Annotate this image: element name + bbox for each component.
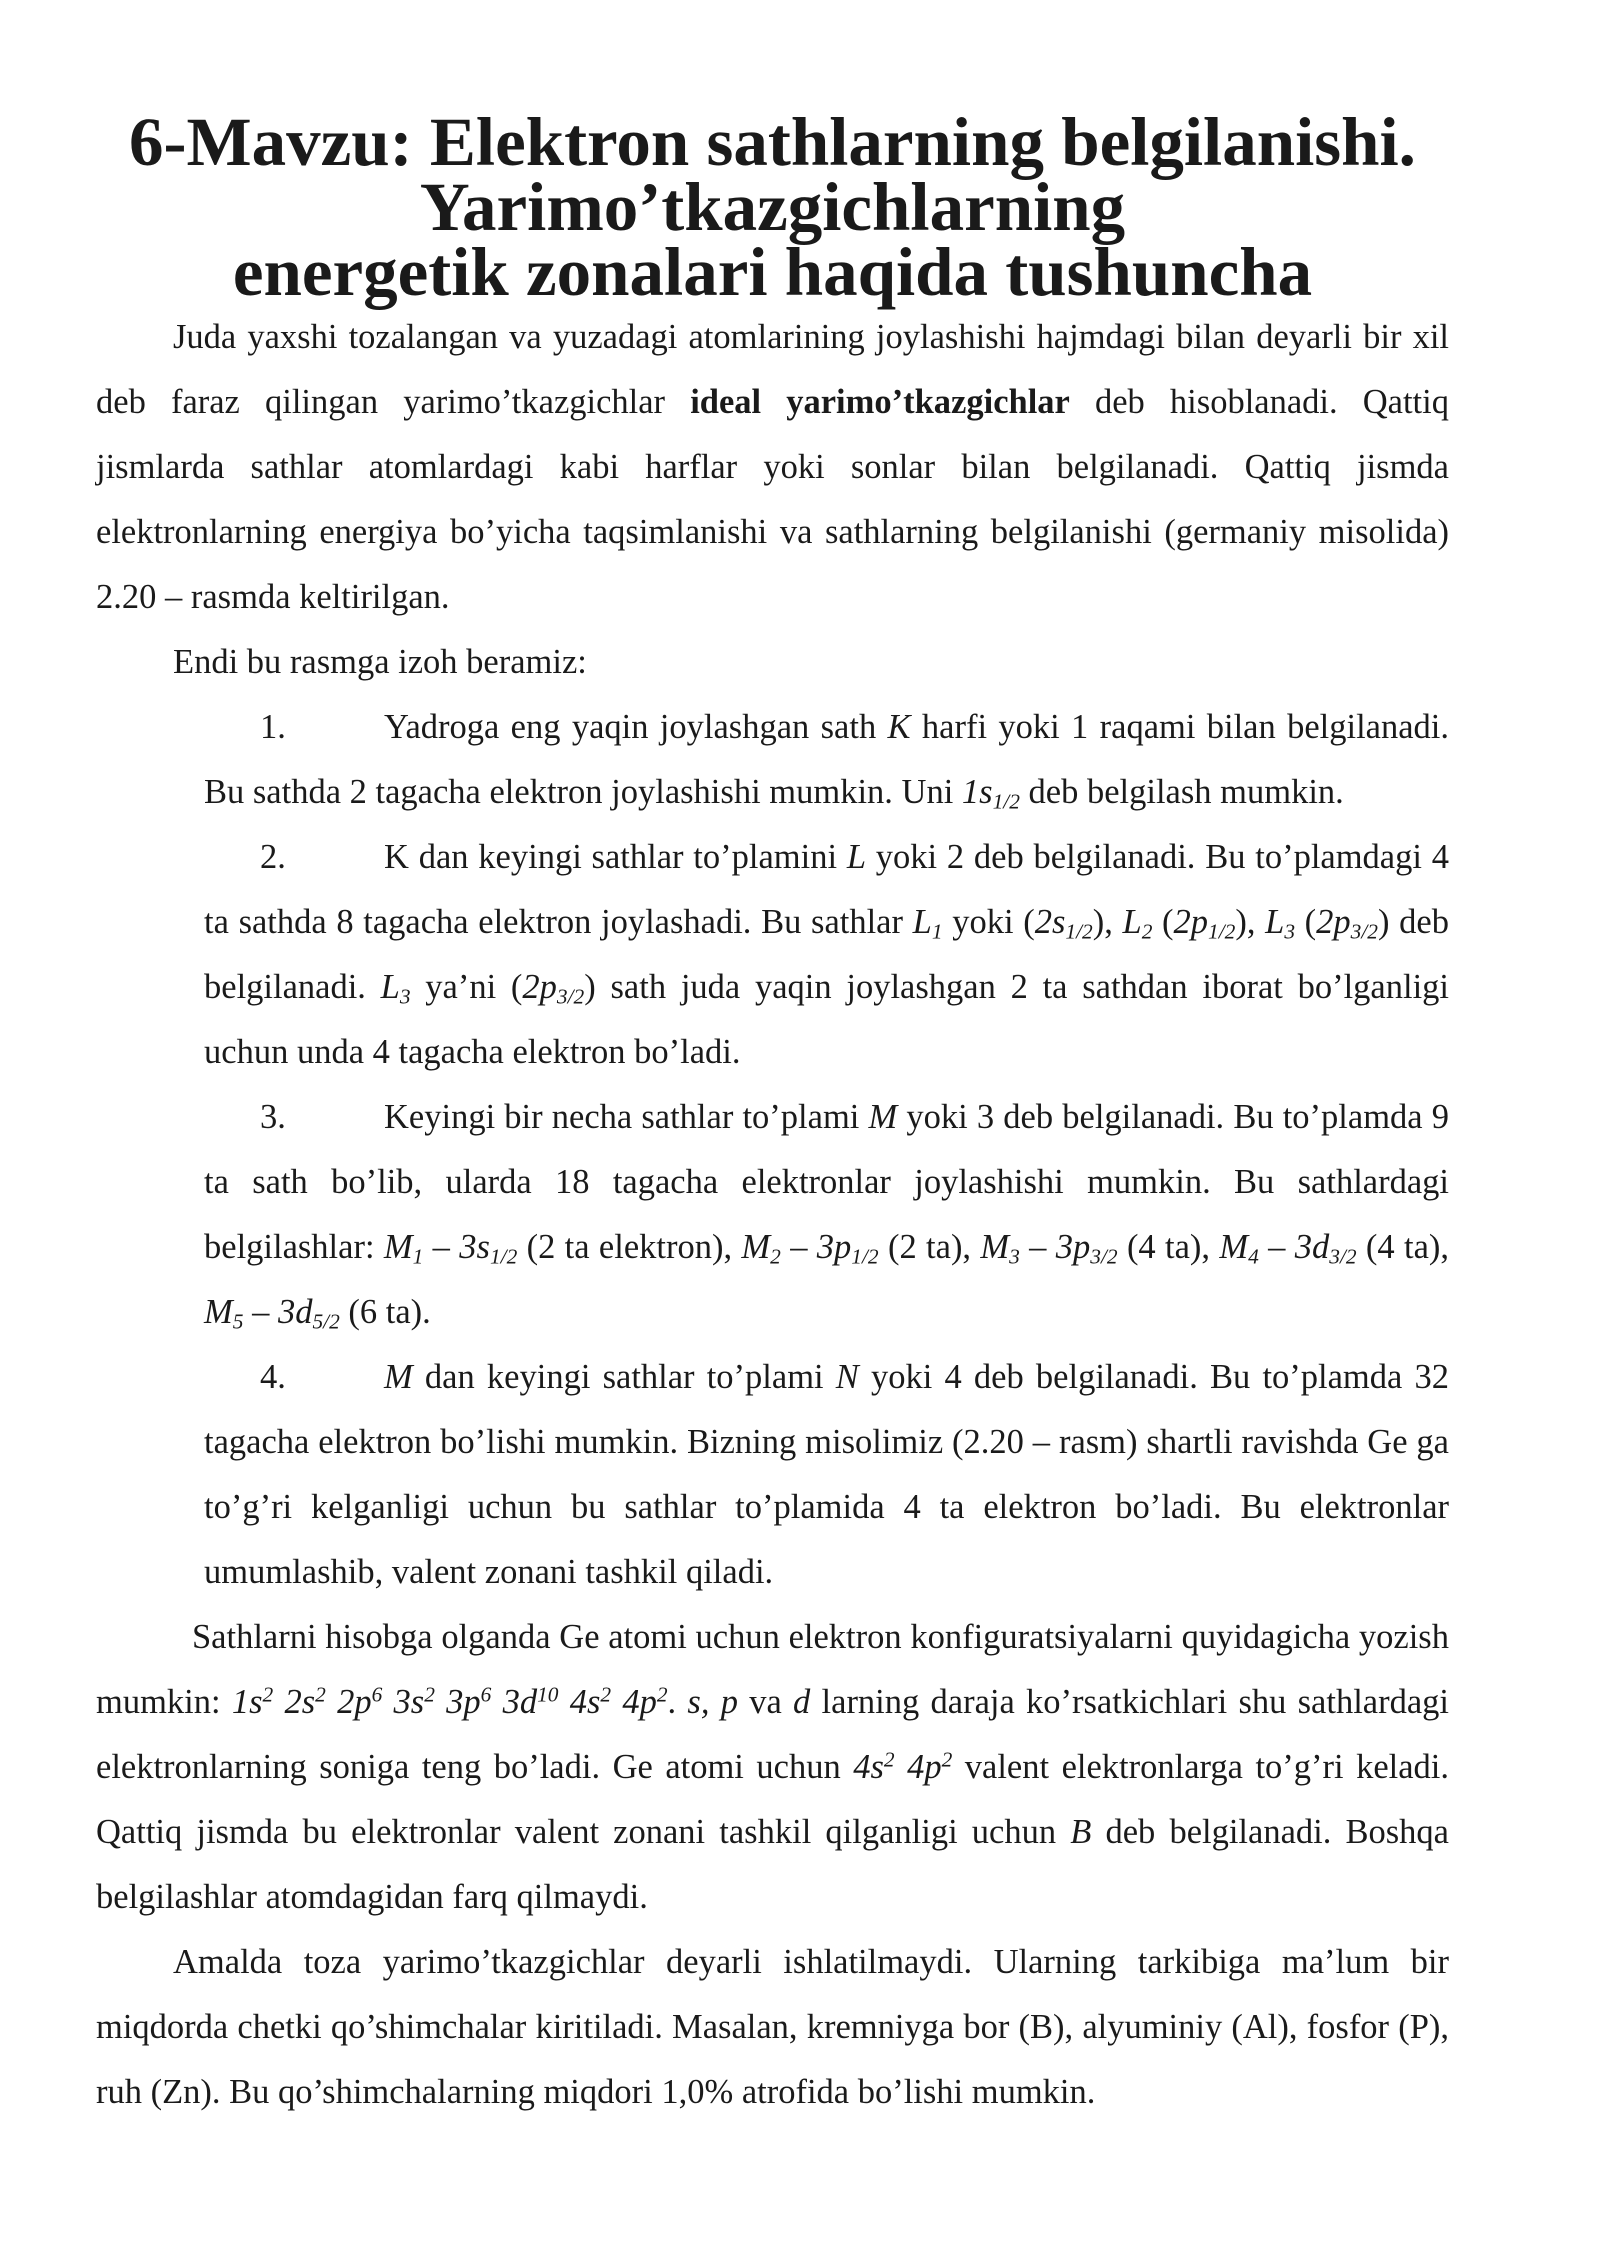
item-text: ( [1152,903,1174,941]
symbol-sub: 1/2 [851,1244,879,1269]
symbol-base: L [380,968,400,1006]
config-term: 4s [853,1748,884,1786]
symbol [912,903,943,944]
item-text: ), [1235,903,1266,941]
levels-list [96,695,1449,1605]
list-number: 1. [260,708,286,746]
config-term: 3d [502,1683,538,1721]
item-text: K dan keyingi sathlar to’plamini [384,838,847,876]
item-text: yoki ( [942,903,1035,941]
item-text: Yadroga eng yaqin joylashgan sath [384,708,888,746]
config-text: . [667,1683,688,1721]
symbol-base: 1s [961,773,993,811]
symbol [380,968,411,1009]
config-exp: 2 [656,1682,668,1707]
symbol-sub: 3 [399,984,411,1009]
symbol-base: 2p [1173,903,1209,941]
item-text: ) deb belgilanadi. [204,903,1449,1006]
symbol-base: M [980,1228,1010,1266]
symbol-sub: 1 [931,919,943,944]
valence-config [853,1748,952,1786]
symbol-sub: 3/2 [1090,1244,1118,1269]
final-paragraph: Amalda toza yarimo’tkazgichlar deyarli ishlatilmaydi. Ularning tarkibiga ma’lum bir miqdorda chetki qo’shimchalar kiritiladi. Masalan, kremniyga bor (B), alyuminiy (Al), fosfor (P), ruh (Zn). Bu qo’shimchalarning miqdori 1,0% atrofida bo’lishi mumkin. [96,1943,1449,2111]
symbol: L [846,838,866,876]
symbol [1265,903,1296,944]
intro-text-1: Juda yaxshi tozalangan va yuzadagi atomlarining joylashishi hajmdagi bilan deyarli bir xil deb faraz qilingan yarimo’tkazgichlar [96,318,1449,421]
list-number: 3. [260,1098,286,1136]
symbol [1034,903,1093,944]
intro-paragraph [96,305,1449,630]
config-text: Sathlarni hisobga olganda Ge atomi uchun elektron konfiguratsiyalarni quyidagicha yozish mumkin: [96,1618,1449,1721]
symbol-dash: – [1258,1228,1295,1266]
symbol-sub: 5/2 [312,1309,340,1334]
symbol-sub: 3/2 [1329,1244,1357,1269]
list-item [204,1085,1449,1345]
config-exp: 6 [480,1682,492,1707]
electron-config [232,1683,668,1721]
config-paragraph [96,1605,1449,1930]
symbol [204,1293,340,1334]
config-exp: 6 [371,1682,383,1707]
symbol-base: 3p [1055,1228,1091,1266]
symbol-sub: 2 [770,1244,781,1269]
symbol: M [384,1358,413,1396]
config-exp: 2 [424,1682,435,1707]
item-text: (2 ta), [878,1228,981,1266]
intro-bold-term: ideal yarimo’tkazgichlar [690,383,1070,421]
symbol [522,968,585,1009]
item-text: ya’ni ( [410,968,523,1006]
lead-paragraph: Endi bu rasmga izoh beramiz: [173,643,587,681]
symbol-sub: 1/2 [1208,919,1236,944]
list-item [204,1345,1449,1605]
symbol-base: M [204,1293,233,1331]
symbol-base: L [1122,903,1142,941]
symbol-dash: – [423,1228,460,1266]
item-text: (6 ta). [339,1293,431,1331]
item-text: deb belgilash mumkin. [1019,773,1344,811]
item-text: Keyingi bir necha sathlar to’plami [384,1098,869,1136]
list-item [204,695,1449,825]
symbol [383,1228,518,1269]
item-text: harfi yoki 1 raqami bilan belgilanadi. Bu sathda 2 tagacha elektron joylashishi mumkin. Uni [204,708,1449,811]
symbol-base: 3p [816,1228,852,1266]
config-text: larning daraja ko’rsatkichlari shu sathlardagi elektronlarning soniga teng bo’ladi. Ge atomi uchun [96,1683,1449,1786]
symbol-sub: 1 [412,1244,424,1269]
item-text: yoki 2 deb belgilanadi. Bu to’plamdagi 4 ta sathda 8 tagacha elektron joylashadi. Bu sathlar [204,838,1449,941]
symbol [1316,903,1378,944]
page-title [96,104,1449,310]
symbol: N [835,1358,859,1396]
symbol [980,1228,1118,1269]
item-text: yoki 3 deb belgilanadi. Bu to’plamda 9 ta sath bo’lib, ularda 18 tagacha elektronlar joylashishi mumkin. Bu sathlardagi belgilashlar: [204,1098,1449,1266]
symbol-base: 2p [1316,903,1351,941]
symbol-sub: 1/2 [992,789,1020,814]
config-text: valent elektronlarga to’g’ri keladi. Qattiq jismda bu elektronlar valent zonani tashkil qilganligi uchun [96,1748,1450,1851]
config-exp: 10 [537,1682,559,1707]
symbol [1122,903,1153,944]
config-term: 3p [446,1683,481,1721]
config-exp: 2 [600,1682,612,1707]
symbol-sub: 1/2 [489,1244,518,1269]
symbol-base: 3s [459,1228,490,1266]
symbol: s, p [687,1683,738,1721]
config-term: 1s [231,1683,263,1721]
symbol-dash: – [243,1293,278,1331]
title-line-1: 6-Mavzu: Elektron sathlarning belgilanishi. Yarimo’tkazgichlarning [129,104,1416,245]
symbol-sub: 3 [1009,1244,1020,1269]
symbol-sub: 1/2 [1065,919,1093,944]
item-text: ), [1092,903,1123,941]
symbol-sub: 3 [1284,919,1296,944]
symbol-base: L [1265,903,1285,941]
config-exp: 2 [315,1682,326,1707]
symbol-dash: – [1019,1228,1056,1266]
config-exp: 2 [883,1747,895,1772]
item-text: (2 ta elektron), [517,1228,742,1266]
config-term: 2s [284,1683,316,1721]
symbol-sub: 3/2 [556,984,585,1009]
symbol [1173,903,1236,944]
symbol-dash: – [780,1228,817,1266]
symbol-base: L [912,903,932,941]
item-text: yoki 4 deb belgilanadi. Bu to’plamda 32 tagacha elektron bo’lishi mumkin. Bizning misolimiz (2.20 – rasm) shartli ravishda Ge ga to’g’ri kelganligi uchun bu sathlar to’plamida 4 ta elektron bo’ladi. Bu elektronlar umumlashib, valent zonani tashkil qiladi. [204,1358,1449,1591]
config-term: 4s [569,1683,601,1721]
symbol-base: M [1219,1228,1249,1266]
config-exp: 2 [262,1682,274,1707]
config-term: 3s [393,1683,425,1721]
symbol-base: 3d [1294,1228,1330,1266]
symbol-base: M [383,1228,413,1266]
document-page [96,104,1450,2125]
intro-text-2: deb hisoblanadi. Qattiq jismlarda sathlar atomlardagi kabi harflar yoki sonlar bilan belgilanadi. Qattiq jismda elektronlarning energiya bo’yicha taqsimlanishi va sathlarning belgilanishi (germaniy misolida) 2.20 – rasmda keltirilgan. [96,383,1449,616]
item-text: (4 ta), [1356,1228,1450,1266]
symbol: B [1070,1813,1092,1851]
config-term: 4p [907,1748,942,1786]
symbol: M [868,1098,898,1136]
symbol-sub: 3/2 [1350,919,1378,944]
config-text: va [737,1683,794,1721]
list-number: 2. [260,838,286,876]
symbol [1219,1228,1357,1269]
config-term: 2p [337,1683,372,1721]
symbol: K [887,708,911,746]
config-term: 4p [622,1683,657,1721]
item-text: dan keyingi sathlar to’plami [412,1358,836,1396]
symbol-base: 2p [522,968,557,1006]
config-exp: 2 [941,1747,953,1772]
item-text: ) sath juda yaqin joylashgan 2 ta sathdan iborat bo’lganligi uchun unda 4 tagacha elektron bo’ladi. [204,968,1449,1071]
symbol [741,1228,879,1269]
symbol-base: M [741,1228,771,1266]
symbol [961,773,1020,814]
symbol-base: 3d [277,1293,313,1331]
item-text: ( [1295,903,1317,941]
item-text: (4 ta), [1117,1228,1220,1266]
list-item [204,825,1449,1085]
title-line-2: energetik zonalari haqida tushuncha [232,234,1313,310]
config-text: deb belgilanadi. Boshqa belgilashlar atomdagidan farq qilmaydi. [96,1813,1449,1916]
symbol: d [793,1683,811,1721]
symbol-base: 2s [1034,903,1066,941]
list-number: 4. [260,1358,286,1396]
symbol-sub: 4 [1248,1244,1259,1269]
symbol-sub: 2 [1141,919,1153,944]
symbol-sub: 5 [232,1309,244,1334]
